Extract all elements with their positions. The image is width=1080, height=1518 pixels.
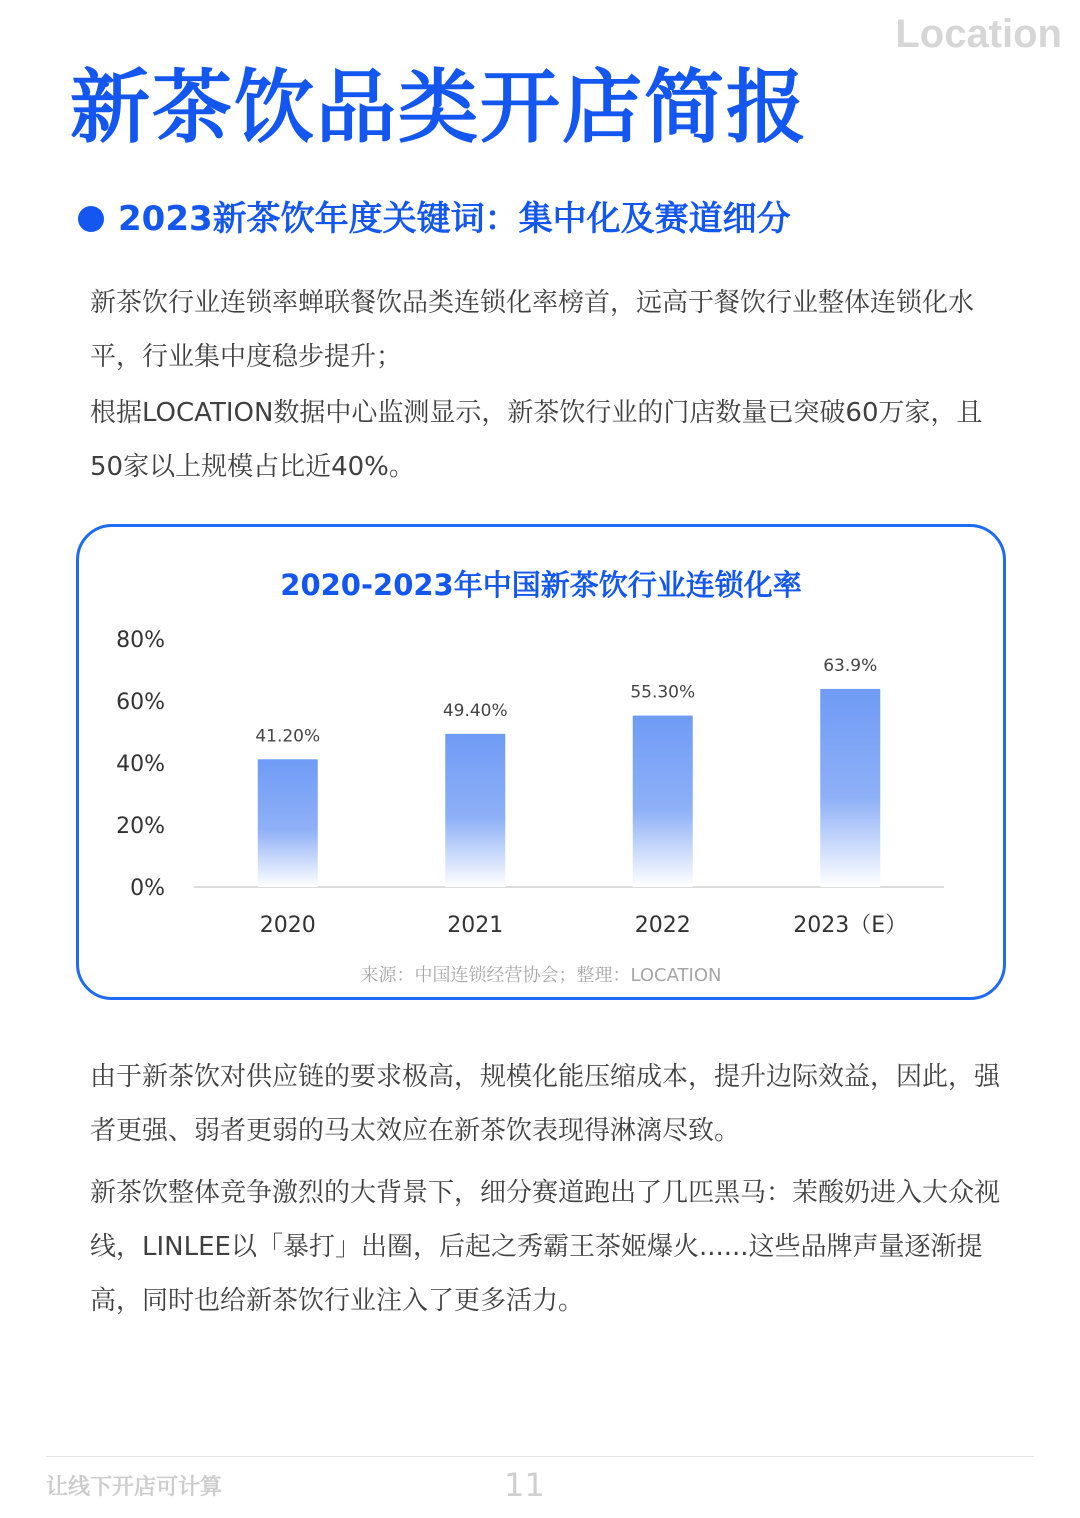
page-number: 11	[504, 1466, 545, 1504]
y-tick-label: 40%	[116, 752, 165, 777]
footer-divider	[46, 1456, 1034, 1457]
paragraph-store-count: 根据LOCATION数据中心监测显示，新茶饮行业的门店数量已突破60万家，且50家以上规模占比近40%。	[90, 398, 983, 482]
x-tick-label: 2020	[259, 913, 316, 938]
x-tick-label: 2022	[634, 913, 691, 938]
data-label: 63.9%	[823, 655, 878, 676]
paragraph-chain-rate: 新茶饮行业连锁率蝉联餐饮品类连锁化率榜首，远高于餐饮行业整体连锁化水平，行业集中度稳步提升；	[90, 288, 975, 372]
y-tick-label: 60%	[116, 690, 165, 715]
bar-chart	[79, 527, 1009, 1003]
bar-2020	[258, 759, 318, 887]
chart-source: 来源：中国连锁经营协会；整理：LOCATION	[360, 965, 722, 986]
data-label: 55.30%	[630, 682, 696, 703]
page-title: 新茶饮品类开店简报	[70, 61, 808, 154]
x-tick-label: 2023（E）	[793, 913, 908, 938]
bar-2022	[633, 716, 693, 887]
location-logo: Location	[895, 12, 1062, 56]
y-tick-label: 80%	[116, 628, 165, 653]
x-tick-label: 2021	[447, 913, 504, 938]
y-tick-label: 20%	[116, 814, 165, 839]
bar-2023（E）	[820, 689, 880, 887]
chart-container	[76, 524, 1006, 1000]
footer-slogan: 让线下开店可计算	[46, 1475, 223, 1500]
chart-title: 2020-2023年中国新茶饮行业连锁化率	[280, 568, 802, 602]
data-label: 49.40%	[442, 700, 508, 721]
bar-2021	[445, 734, 505, 887]
paragraph-dark-horses: 新茶饮整体竞争激烈的大背景下，细分赛道跑出了几匹黑马：茉酸奶进入大众视线，LINLEE以「暴打」出圈，后起之秀霸王茶姬爆火......这些品牌声量逐渐提高，同时也给新茶饮行业注入了更多活力。	[90, 1178, 1001, 1316]
paragraph-matthew-effect: 由于新茶饮对供应链的要求极高，规模化能压缩成本，提升边际效益，因此，强者更强、弱者更弱的马太效应在新茶饮表现得淋漓尽致。	[90, 1062, 1001, 1146]
y-tick-label: 0%	[130, 876, 165, 901]
section-heading-text: 2023新茶饮年度关键词：集中化及赛道细分	[118, 199, 791, 239]
data-label: 41.20%	[255, 726, 321, 747]
bullet-dot-icon	[78, 206, 104, 232]
section-heading	[78, 196, 791, 242]
